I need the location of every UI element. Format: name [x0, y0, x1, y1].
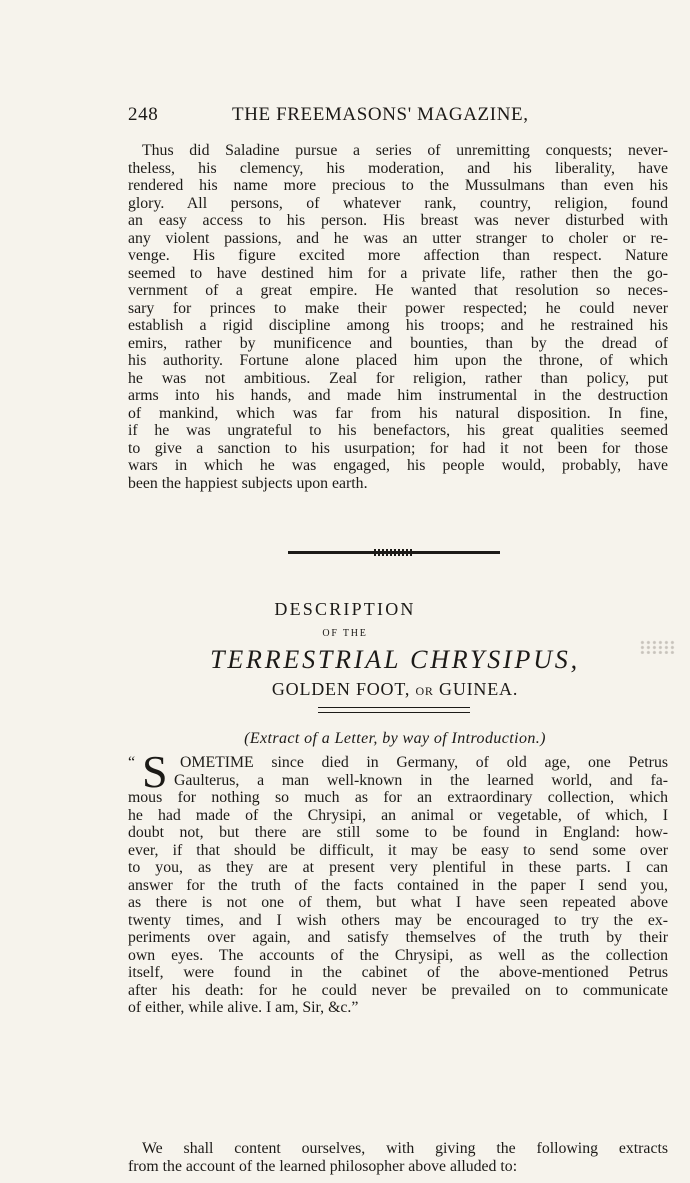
text-line: answer for the truth of the facts contained in the paper I send you, [128, 876, 668, 894]
article-heading: DESCRIPTION [274, 599, 416, 619]
text-line: an easy access to his person. His breast was never disturbed with [128, 212, 668, 229]
text-line: theless, his clemency, his moderation, and his liberality, have [128, 159, 668, 177]
text-line: he was not ambitious. Zeal for religion, rather than policy, put [128, 369, 668, 387]
article-title: TERRESTRIAL CHRYSIPUS, [210, 645, 580, 674]
text-line: Gaulterus, a man well-known in the learned world, and fa- [174, 771, 668, 789]
text-line: to give a sanction to his usurpation; for had it not been for those [128, 439, 668, 457]
text-line: ever, if that should be difficult, it may be easy to send some over [128, 841, 668, 859]
text-line: his authority. Fortune alone placed him upon the throne, of which [128, 352, 668, 369]
paragraph-extracts [128, 1140, 668, 1175]
running-title: THE FREEMASONS' MAGAZINE, [232, 104, 529, 125]
text-line: glory. All persons, of whatever rank, country, religion, found [128, 194, 668, 212]
paragraph-saladine [128, 142, 668, 492]
double-rule-divider [318, 707, 470, 713]
text-line: after his death: for he could never be prevailed on to communicate [128, 981, 668, 999]
text-line: doubt not, but there are still some to be found in England: how- [128, 824, 668, 841]
text-line: to you, as they are at present very plentiful in these parts. I can [128, 859, 668, 876]
text-line: OMETIME since died in Germany, of old age, one Petrus [180, 754, 668, 771]
paper-speckle [640, 640, 676, 654]
text-line: emirs, rather by munificence and bounties, than by the dread of [128, 334, 668, 352]
text-line: seemed to have destined him for a private life, rather then the go- [128, 264, 668, 282]
text-line: twenty times, and I wish others may be encouraged to try the ex- [128, 911, 668, 929]
text-line: sary for princes to make their power respected; he could never [128, 299, 668, 317]
text-line: We shall content ourselves, with giving the following extracts [142, 1140, 668, 1157]
subtitle-guinea: GUINEA. [439, 679, 519, 699]
text-line: Thus did Saladine pursue a series of unremitting conquests; never- [142, 142, 668, 159]
text-line: of either, while alive. I am, Sir, &c.” [128, 999, 359, 1016]
text-line: as there is not one of them, but what I have seen repeated above [128, 894, 668, 911]
text-line: mous for nothing so much as for an extraordinary collection, which [128, 789, 668, 806]
text-line: arms into his hands, and made him instrumental in the destruction [128, 387, 668, 404]
text-line: any violent passions, and he was an utter stranger to choler or re- [128, 229, 668, 247]
text-line: vernment of a great empire. He wanted that resolution so neces- [128, 282, 668, 299]
drop-cap: S [142, 746, 168, 797]
text-line: he had made of the Chrysipi, an animal or vegetable, of which, I [128, 806, 668, 824]
page-number: 248 [128, 104, 159, 125]
text-line: wars in which he was engaged, his people would, probably, have [128, 457, 668, 474]
text-line: if he was ungrateful to his benefactors, his great qualities seemed [128, 422, 668, 439]
paragraph-letter [128, 746, 668, 1017]
text-line: own eyes. The accounts of the Chrysipi, as well as the collection [128, 946, 668, 964]
article-of-the: OF THE [322, 628, 368, 639]
opening-quote: “ [128, 754, 136, 771]
text-line: been the happiest subjects upon earth. [128, 474, 368, 492]
section-divider [288, 551, 500, 554]
subtitle-or: OR [415, 684, 434, 698]
introduction-note: (Extract of a Letter, by way of Introduction.) [244, 730, 546, 747]
text-line: from the account of the learned philosopher above alluded to: [128, 1157, 518, 1175]
subtitle-golden-foot: GOLDEN FOOT, [271, 679, 411, 699]
article-subtitle [0, 679, 690, 700]
text-line: periments over again, and satisfy themselves of the truth by their [128, 929, 668, 946]
text-line: venge. His figure excited more affection than respect. Nature [128, 247, 668, 264]
text-line: rendered his name more precious to the Mussulmans than even his [128, 177, 668, 194]
text-line: establish a rigid discipline among his troops; and he restrained his [128, 317, 668, 334]
text-line: of mankind, which was far from his natural disposition. In fine, [128, 404, 668, 422]
text-line: itself, were found in the cabinet of the above-mentioned Petrus [128, 964, 668, 981]
